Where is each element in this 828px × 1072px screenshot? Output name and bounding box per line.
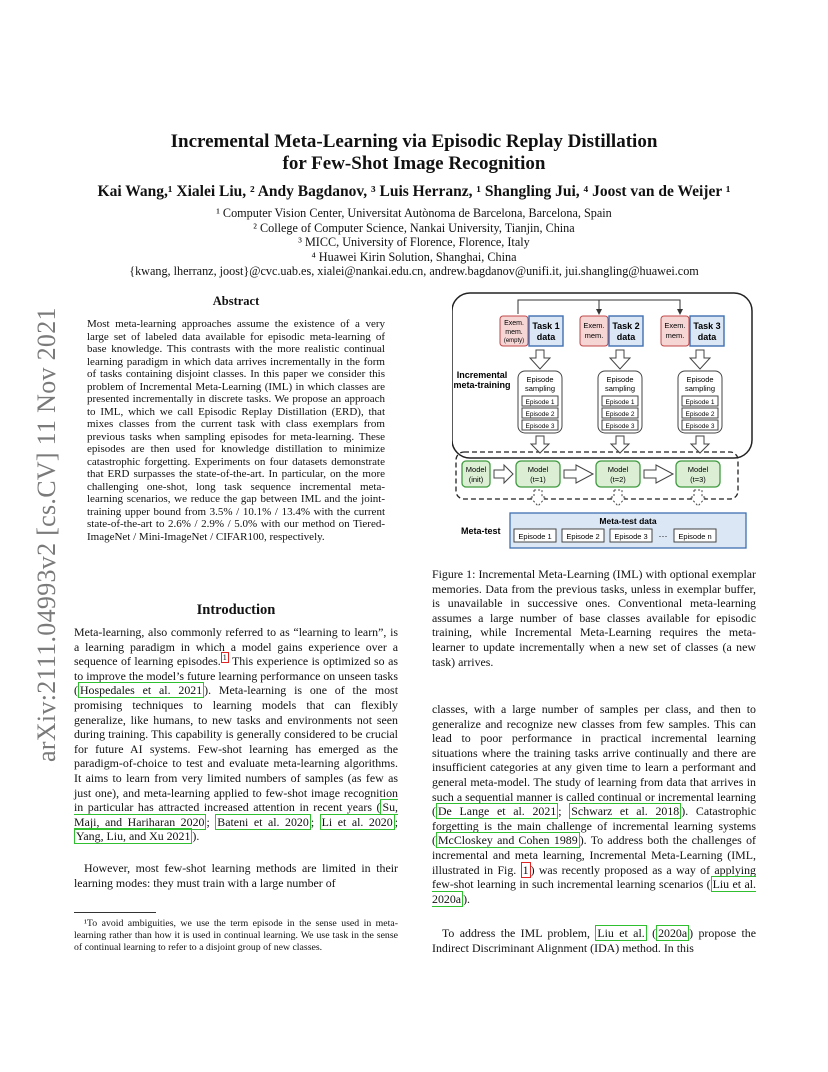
abstract-text: Most meta-learning approaches assume the existence of a very large set of labeled data available for episodic meta-learning of base knowledge. This contrasts with the more realistic continual learning paradigm in which data arrives incrementally in the form of tasks containing disjoint classes. In this paper we consider this problem of Incremental Meta-Learning (IML) in which classes are presented incrementally in discrete tasks. We propose an approach to IML, which we call Episodic Replay Distillation (ERD), that mixes classes from the current task with class exemplars from previous tasks when sampling episodes for meta-learning. These episodes are then used for knowledge distillation to minimize catastrophic forgetting. Experiments on four datasets demonstrate that ERD surpasses the state-of-the-art. In particular, on the more challenging one-shot, long task sequence incremental meta-learning scenarios, we reduce the gap between IML and the joint-training upper bound from 3.5% / 10.1% / 13.4% with the current state-of-the-art to 2.6% / 2.9% / 5.0% with our method on Tiered-ImageNet / Mini-ImageNet / CIFAR100, respectively. xyxy=(87,318,385,543)
model-t3 xyxy=(676,461,720,487)
model-t2 xyxy=(596,461,640,487)
affiliation-2: ² College of Computer Science, Nankai University, Tianjin, China xyxy=(253,220,575,235)
right-paragraph-1: classes, with a large number of samples per class, and then to generalize and recognize new classes from few samples. This can lead to poor performance in practical incremental learning situations where the training tasks arrive continually and there are insufficient categories at any given time to learn a performant and general meta-model. The study of learning from data that arrives in such a sequential manner is called continual or incremental learning ( De Lange et al. 2021 ; Schwarz et al. 2018 ). Catastrophic forgetting is the main challenge of incremental learning systems ( McCloskey and Cohen 1989 ). To address both the challenges of incremental and meta learning, Incremental Meta-Learning (IML, illustrated in Fig. 1 ) was recently proposed as a way of applying few-shot learning in such incremental learning scenarios ( Liu et al. 2020a ). xyxy=(432,702,756,906)
task-3-data xyxy=(690,316,724,346)
svg-text:Task 3: Task 3 xyxy=(693,321,721,331)
svg-text:Episode: Episode xyxy=(526,375,554,384)
svg-text:Episode 3: Episode 3 xyxy=(605,423,635,430)
citation-link[interactable]: Liu et al. 2020a xyxy=(432,877,756,906)
arxiv-id: arXiv:2111.04993v2 [cs.CV] 11 Nov 2021 xyxy=(32,307,61,762)
figure-1 xyxy=(452,290,754,555)
svg-text:(empty): (empty) xyxy=(503,338,525,344)
citation-link[interactable]: Yang, Liu, and Xu 2021 xyxy=(76,829,191,844)
footnote-ref[interactable]: 1 xyxy=(222,653,227,663)
svg-text:Episode n: Episode n xyxy=(678,532,712,541)
citation-link[interactable]: McCloskey and Cohen 1989 xyxy=(437,833,578,848)
introduction-heading: Introduction xyxy=(196,602,276,618)
footnote: ¹To avoid ambiguities, we use the term episode in the sense used in meta-learning rather than how it is used in continual learning. We use task in the sense of continual learning to refer to a disjoint group of new classes. xyxy=(74,918,398,953)
citation-link[interactable]: Su, Maji, and Hariharan 2020 xyxy=(74,800,398,829)
svg-text:sampling: sampling xyxy=(524,384,556,393)
exemplar-memory-3 xyxy=(661,316,689,346)
svg-text:Episode 2: Episode 2 xyxy=(566,532,600,541)
svg-text:Episode 1: Episode 1 xyxy=(525,399,555,406)
svg-text:Exem.: Exem. xyxy=(664,321,686,330)
affiliation-1: ¹ Computer Vision Center, Universitat Autònoma de Barcelona, Barcelona, Spain xyxy=(216,206,612,220)
svg-text:Episode 1: Episode 1 xyxy=(518,532,552,541)
svg-text:Episode 3: Episode 3 xyxy=(614,532,648,541)
footnote-rule xyxy=(74,912,156,913)
svg-text:mem.: mem. xyxy=(584,331,604,340)
model-init xyxy=(462,461,490,487)
citation-link[interactable]: Li et al. 2020 xyxy=(321,814,393,829)
svg-text:Exem.: Exem. xyxy=(583,321,605,330)
meta-training-label: meta-training xyxy=(453,380,511,390)
svg-text:Task 1: Task 1 xyxy=(532,321,560,331)
svg-text:(t=2): (t=2) xyxy=(610,475,626,484)
svg-text:(t=3): (t=3) xyxy=(690,475,706,484)
svg-text:Episode 2: Episode 2 xyxy=(605,411,635,418)
svg-text:Model: Model xyxy=(465,465,487,474)
task-2-data xyxy=(609,316,643,346)
svg-text:data: data xyxy=(697,332,717,342)
title-line-1: Incremental Meta-Learning via Episodic Replay Distillation xyxy=(170,131,658,152)
svg-text:sampling: sampling xyxy=(604,384,636,393)
svg-text:Model: Model xyxy=(687,465,709,474)
affiliations xyxy=(0,206,828,279)
author-emails: {kwang, lherranz, joost}@cvc.uab.es, xialei@nankai.edu.cn, andrew.bagdanov@unifi.it, jui.shangling@huawei.com xyxy=(129,264,699,279)
episode-sampling-1 xyxy=(518,371,562,433)
episode-sampling-2 xyxy=(598,371,642,433)
right-paragraph-2: To address the IML problem, Liu et al. ( 2020a ) propose the Indirect Discriminant Alignment (IDA) method. In this xyxy=(432,926,757,955)
svg-text:mem.: mem. xyxy=(505,329,523,336)
svg-text:Meta-test data: Meta-test data xyxy=(599,516,657,526)
title-line-2: for Few-Shot Image Recognition xyxy=(282,153,546,174)
intro-paragraph-2: However, most few-shot learning methods are limited in their learning modes: they must train with a large number of xyxy=(74,861,398,890)
svg-text:data: data xyxy=(616,332,636,342)
svg-text:(init): (init) xyxy=(468,475,484,484)
figure-caption: Figure 1: Incremental Meta-Learning (IML) with optional exemplar memories. Data from the previous tasks, unless in exemplar buffer, is unavailable in successive ones. Conventional meta-learning assumes a large number of base classes available for episodic training, while Incremental Meta-Learning requires the meta-learner to update incrementally when a new set of classes (a new task) arrives. xyxy=(432,567,756,669)
meta-test-label: Meta-test xyxy=(461,526,501,536)
citation-link[interactable]: Bateni et al. 2020 xyxy=(217,814,309,829)
svg-text:Episode 3: Episode 3 xyxy=(685,423,715,430)
citation-link[interactable]: De Lange et al. 2021 xyxy=(437,804,557,819)
meta-test-data xyxy=(510,513,746,548)
exemplar-memory-2 xyxy=(580,316,608,346)
affiliation-3: ³ MICC, University of Florence, Florence, Italy xyxy=(298,235,530,250)
svg-text:Episode 2: Episode 2 xyxy=(685,411,715,418)
author-list: Kai Wang,¹ Xialei Liu, ² Andy Bagdanov, ³ Luis Herranz, ¹ Shangling Jui, ⁴ Joost van de Weijer ¹ xyxy=(97,183,731,200)
svg-text:sampling: sampling xyxy=(684,384,716,393)
intro-paragraph-1: Meta-learning, also commonly referred to as “learning to learn”, is a learning paradigm in which a model gains experience over a sequence of learning episodes. $^1$ This experience is optimized so as to improve the model’s future learning performance on unseen tasks ( Hospedales et al. 2021 ). Meta-learning is one of the most promising techniques to learning models that can flexibly generalize, like humans, to new tasks and environments not seen during training. This capability is generally considered to be crucial for future AI systems. Few-shot learning has emerged as the paradigm-of-choice to test and evaluate meta-learning algorithms. It aims to learn from very limited numbers of samples (as few as just one), and meta-learning applied to few-shot image recognition in particular has attracted increased attention in recent years ( Su, Maji, and Hariharan 2020 ; Bateni et al. 2020 ; Li et al. 2020 ; Yang, Liu, and Xu 2021 ). xyxy=(74,625,398,844)
svg-text:Exem.: Exem. xyxy=(504,320,524,327)
citation-link[interactable]: 2020a xyxy=(658,926,688,940)
svg-text:mem.: mem. xyxy=(665,331,685,340)
task-1-data xyxy=(529,316,563,346)
paper-title xyxy=(0,131,828,175)
figure-ref-link[interactable]: 1 xyxy=(522,862,529,877)
citation-link[interactable]: Schwarz et al. 2018 xyxy=(571,804,680,819)
svg-text:Episode 3: Episode 3 xyxy=(525,423,555,430)
svg-text:Task 2: Task 2 xyxy=(612,321,640,331)
citation-link[interactable]: Hospedales et al. 2021 xyxy=(79,683,203,698)
svg-text:data: data xyxy=(536,332,556,342)
svg-text:Episode 1: Episode 1 xyxy=(605,399,635,406)
incremental-label: Incremental xyxy=(456,370,508,380)
affiliation-4: ⁴ Huawei Kirin Solution, Shanghai, China xyxy=(311,249,517,264)
svg-text:Model: Model xyxy=(527,465,549,474)
svg-text:(t=1): (t=1) xyxy=(530,475,546,484)
svg-text:···: ··· xyxy=(658,531,668,541)
citation-link[interactable]: Liu et al. xyxy=(597,926,645,940)
episode-sampling-3 xyxy=(678,371,722,433)
svg-text:Episode: Episode xyxy=(606,375,634,384)
exemplar-memory-1 xyxy=(500,316,528,346)
model-t1 xyxy=(516,461,560,487)
iml-diagram xyxy=(452,290,754,555)
svg-text:Episode 1: Episode 1 xyxy=(685,399,715,406)
svg-text:Episode 2: Episode 2 xyxy=(525,411,555,418)
arxiv-stamp xyxy=(6,292,66,762)
abstract-heading: Abstract xyxy=(212,294,260,308)
svg-text:Episode: Episode xyxy=(686,375,714,384)
svg-text:Model: Model xyxy=(607,465,629,474)
